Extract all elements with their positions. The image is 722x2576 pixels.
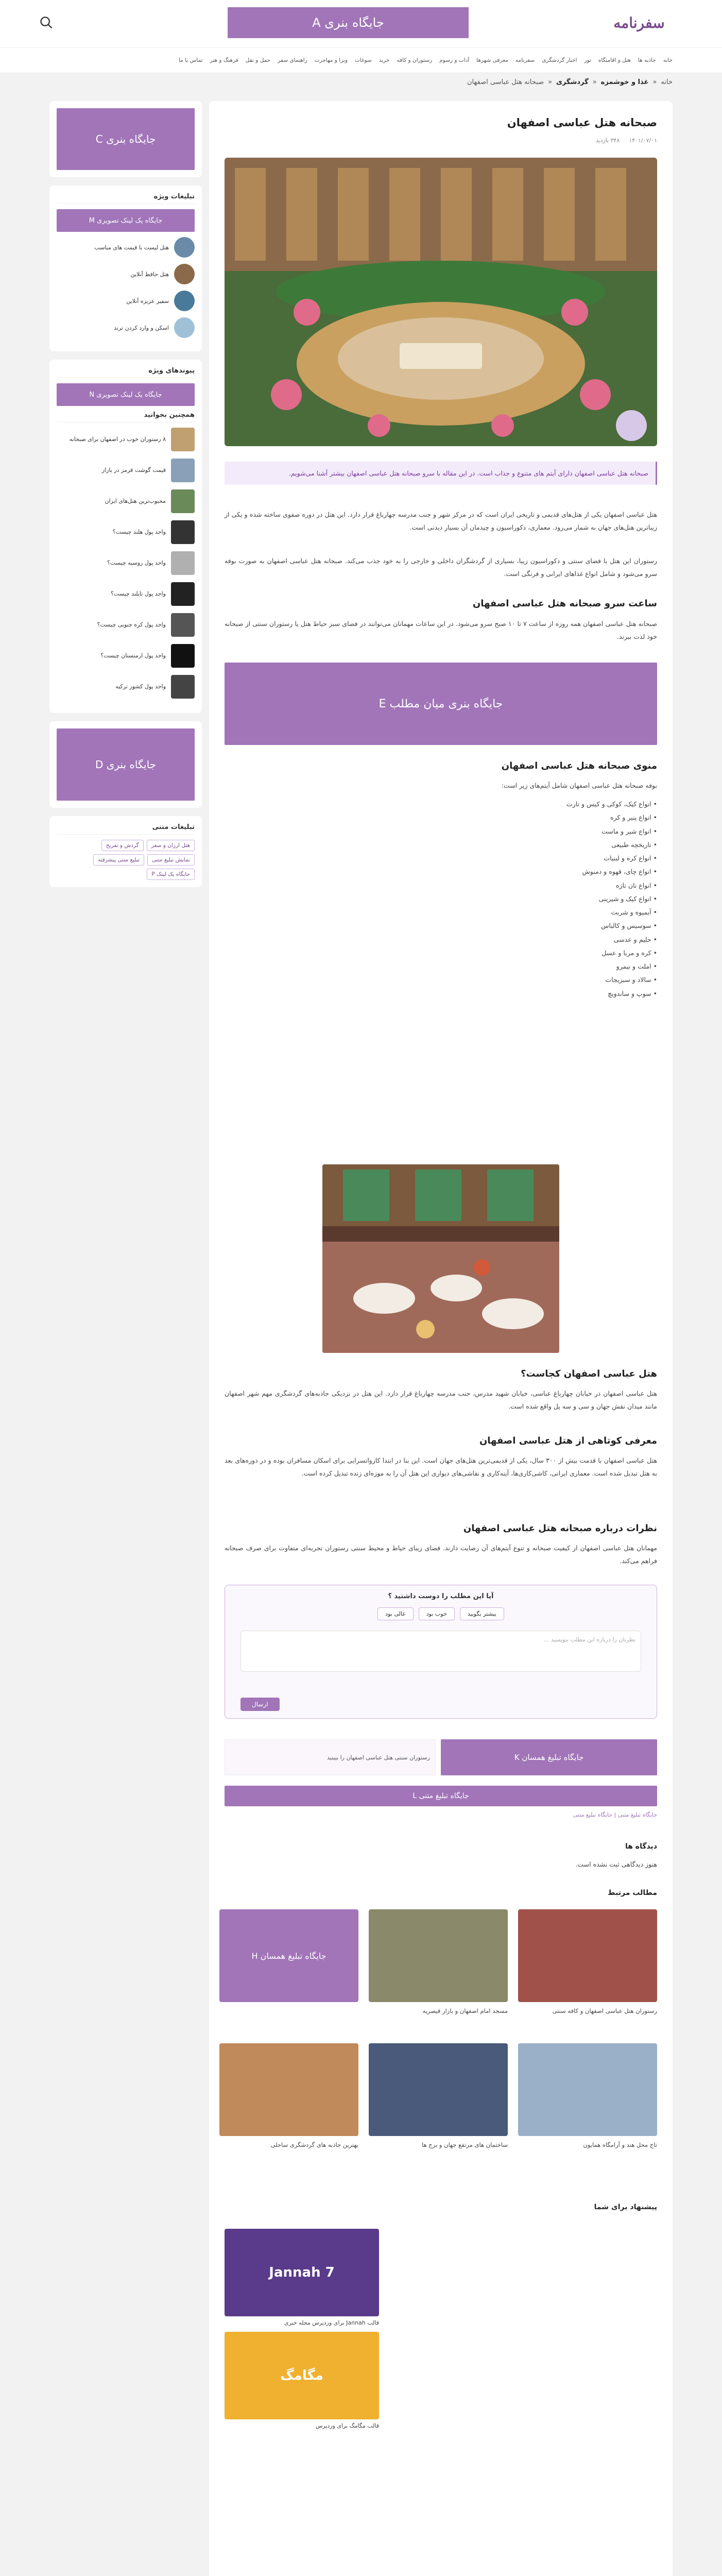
banner-e[interactable]: جایگاه بنری میان مطلب E (225, 663, 657, 745)
most-read-item[interactable] (57, 675, 195, 699)
breadcrumb-current: صبحانه هتل عباسی اصفهان (467, 78, 544, 86)
nav-item[interactable]: رستوران و کافه (397, 57, 433, 63)
item-thumb (171, 613, 195, 637)
list-item: • انواع شیر و ماست (601, 827, 657, 835)
item-title[interactable]: واحد پول روسیه چیست؟ (107, 559, 166, 566)
text-ad-tag[interactable]: گردش و تفریح (101, 840, 144, 851)
list-item: • سوپ و ساندویچ (608, 989, 657, 997)
breadcrumb-cat1[interactable]: غذا و خوشمزه (600, 78, 649, 86)
recommend-item[interactable] (225, 2332, 379, 2429)
item-thumb (171, 582, 195, 606)
most-read-item[interactable] (57, 551, 195, 575)
related-title: مطالب مرتبط (608, 1889, 657, 1897)
item-thumb (171, 489, 195, 513)
related-thumb (369, 1909, 508, 2002)
related-ad[interactable]: جایگاه تبلیغ همسان H (219, 1909, 358, 2002)
site-logo[interactable]: سفرنامه (613, 14, 665, 31)
related-title[interactable]: مسجد امام اصفهان و بازار قیصریه (422, 2007, 508, 2014)
nav-item[interactable]: فرهنگ و هنر (210, 57, 238, 63)
nav-item[interactable]: سفرنامه (515, 57, 535, 63)
nav-item[interactable]: سوغات (354, 57, 372, 63)
list-item: • انواع کره و لبنیات (604, 854, 657, 862)
related-card[interactable] (518, 2043, 657, 2149)
related-card[interactable] (369, 1909, 508, 2015)
nav-item[interactable]: اخبار گردشگری (542, 57, 577, 63)
list-item: • سوسیس و کالباس (601, 922, 657, 930)
recommend-title[interactable]: قالب مگامگ برای وردپرس (315, 2422, 379, 2429)
feedback-option[interactable]: خوب بود (419, 1607, 455, 1620)
nav-item[interactable]: جاذبه ها (638, 57, 656, 63)
nav-item[interactable]: هتل و اقامتگاه (598, 57, 631, 63)
list-item: • سالاد و سبزیجات (605, 976, 657, 984)
related-card[interactable] (518, 1909, 657, 2015)
links-title: پیوندهای ویژه (57, 367, 195, 378)
nav-item[interactable]: تور (584, 57, 591, 63)
breadcrumb-cat2[interactable]: گردشگری (556, 78, 589, 86)
item-thumb (171, 551, 195, 575)
recommend-item[interactable] (225, 2229, 379, 2326)
recommend-thumb[interactable]: 7 Jannah (225, 2229, 379, 2316)
main-nav (0, 47, 722, 73)
paragraph: بوفه صبحانه هتل عباسی اصفهان شامل آیتم‌های زیر است: (501, 782, 657, 789)
comments-title: دیدگاه ها (625, 1842, 657, 1851)
item-title[interactable]: ۸ رستوران خوب در اصفهان برای صبحانه (69, 435, 166, 443)
sidebar-link[interactable] (57, 264, 195, 284)
nav-item[interactable]: آداب و رسوم (439, 57, 470, 63)
item-thumb (171, 520, 195, 544)
heading-reviews: نظرات درباره صبحانه هتل عباسی اصفهان (463, 1523, 657, 1534)
link-avatar (174, 237, 195, 258)
banner-d[interactable]: جایگاه بنری D (57, 728, 195, 801)
nav-item[interactable]: ویزا و مهاجرت (314, 57, 348, 63)
page-title: صبحانه هتل عباسی اصفهان (507, 116, 657, 129)
nav-item[interactable]: تماس با ما (178, 57, 203, 63)
article-views: ۳۴۸ بازدید (595, 137, 620, 144)
no-comment: هنوز دیدگاهی ثبت نشده است. (575, 1860, 657, 1868)
most-read-item[interactable] (57, 613, 195, 637)
paragraph: رستوران این هتل با فضای سنتی و دکوراسیون زیبا، بسیاری از گردشگران داخلی و خارجی را به خود جذب می‌کند. صبحانه هتل عباسی اصفهان به صورت بوفه سرو می‌شود و شامل انواع غذاهای ایرانی و فرنگی است. (225, 557, 657, 578)
related-card[interactable] (219, 1909, 358, 2002)
breadcrumb-home[interactable]: خانه (661, 78, 673, 86)
related-card[interactable] (219, 2043, 358, 2149)
article-meta (596, 137, 657, 144)
list-item: • حلیم و عدسی (613, 935, 657, 943)
banner-l[interactable]: جایگاه تبلیغ متنی L (225, 1786, 657, 1806)
paragraph: صبحانه هتل عباسی اصفهان همه روزه از ساعت ۷ تا ۱۰ صبح سرو می‌شود. در این ساعات مهمانان می‌توانند در فضای سبز حیاط هتل یا رستوران سنتی از صبحانه خود لذت ببرند. (225, 620, 658, 640)
item-title[interactable]: واحد پول ارمنستان چیست؟ (100, 652, 166, 659)
related-card[interactable] (369, 2043, 508, 2149)
search-icon[interactable] (39, 15, 54, 30)
related-thumb (369, 2043, 508, 2136)
breakfast-image (322, 1164, 559, 1353)
paragraph: هتل عباسی اصفهان یکی از هتل‌های قدیمی و تاریخی ایران است که در مرکز شهر و جنب مدرسه چهارباغ قرار دارد. این هتل در دوره صفوی ساخته شده و یکی از زیباترین هتل‌های جهان به شمار می‌رود. معماری، دکوراسیون و چیدمان آن بسیار دیدنی است. (225, 511, 657, 531)
related-title[interactable]: بهترین جاذبه های گردشگری ساحلی (270, 2141, 358, 2148)
recommend-title: پیشنهاد برای شما (594, 2203, 657, 2211)
list-item: • املت و نیمرو (616, 962, 657, 970)
item-title[interactable]: محبوب‌ترین هتل‌های ایران (105, 497, 166, 504)
banner-n[interactable]: جایگاه یک لینک تصویری N (57, 383, 195, 406)
list-item: • انواع کیک و شیرینی (598, 894, 657, 903)
most-title: همچنین بخوانید (57, 411, 195, 422)
banner-c[interactable]: جایگاه بنری C (57, 108, 195, 170)
nav-item[interactable]: راهنمای سفر (278, 57, 307, 63)
menu-items-list (225, 798, 657, 1001)
related-thumb (219, 2043, 358, 2136)
article-date: ۱۴۰۱/۰۷/۰۱ (629, 137, 657, 144)
heading-time: ساعت سرو صبحانه هتل عباسی اصفهان (472, 598, 657, 609)
sidebar (49, 101, 202, 1131)
nav-item[interactable]: معرفی شهرها (476, 57, 508, 63)
paragraph: هتل عباسی اصفهان با قدمت بیش از ۳۰۰ سال، یکی از قدیمی‌ترین هتل‌های جهان است. این بنا در ابتدا کاروانسرایی برای اسکان مسافران بوده و در دوره‌های بعد به هتل تبدیل شده است. معماری ایرانی، کاشی‌کاری‌ها، آینه‌کاری و نقاشی‌های دیواری این هتل آن را به موزه‌ای زنده تبدیل کرده است. (225, 1456, 657, 1477)
banner-a[interactable]: جایگاه بنری A (228, 7, 469, 38)
item-thumb (171, 459, 195, 482)
link-label[interactable]: سفیر عزیزه آنلاین (126, 297, 169, 304)
feedback-option[interactable]: عالی بود (377, 1607, 414, 1620)
tags-title: تبلیغات ویژه (57, 193, 195, 204)
item-thumb (171, 644, 195, 668)
most-read-item[interactable] (57, 489, 195, 513)
sidebar-link[interactable] (57, 237, 195, 258)
text-ad-tag[interactable]: جایگاه یک لینک P (147, 869, 195, 880)
recommend-title[interactable]: قالب Jannah برای وردپرس مجله خبری (284, 2319, 379, 2326)
article-lead: صبحانه هتل عباسی اصفهان دارای آیتم های متنوع و جذاب است. در این مقاله با سرو صبحانه هتل عباسی اصفهان بیشتر آشنا می‌شویم. (225, 462, 657, 485)
text-ad-tag[interactable]: هتل ارزان و سفر (147, 840, 195, 851)
related-title[interactable]: تاج محل هند و آرامگاه همایون (583, 2141, 657, 2148)
nav-item[interactable]: خانه (663, 57, 673, 63)
link-label[interactable]: اسکن و وارد کردن ترند (114, 324, 169, 331)
tags2-title: تبلیغات متنی (57, 823, 195, 835)
article (209, 101, 673, 2576)
most-read-item[interactable] (57, 459, 195, 482)
paragraph: هتل عباسی اصفهان در خیابان چهارباغ عباسی، خیابان شهید مدرس، جنب مدرسه چهارباغ قرار دارد. این هتل در نزدیکی جاذبه‌های گردشگری مهم شهر اصفهان مانند میدان نقش جهان و سی و سه پل واقع شده است. (225, 1389, 657, 1410)
heading-intro: معرفی کوتاهی از هتل عباسی اصفهان (479, 1435, 657, 1446)
nav-item[interactable]: حمل و نقل (245, 57, 271, 63)
most-read-item[interactable] (57, 428, 195, 451)
header (0, 0, 722, 47)
most-read-item[interactable] (57, 520, 195, 544)
breadcrumb: خانه « غذا و خوشمزه « گردشگری « صبحانه هتل عباسی اصفهان (467, 78, 673, 86)
sidebar-link[interactable] (57, 317, 195, 338)
list-item: • انواع پنیر و کره (610, 814, 657, 822)
link-avatar (174, 264, 195, 284)
banner-l-link[interactable]: جایگاه تبلیغ متنی | جایگاه تبلیغ متنی (573, 1811, 657, 1818)
most-read-item[interactable] (57, 582, 195, 606)
link-avatar (174, 317, 195, 338)
related-title[interactable]: ساختمان های مرتفع جهان و برج ها (422, 2141, 508, 2148)
item-title[interactable]: واحد پول هلند چیست؟ (112, 528, 166, 535)
sidebar-link[interactable] (57, 291, 195, 311)
heading-where: هتل عباسی اصفهان کجاست؟ (521, 1368, 657, 1379)
text-ad-tag[interactable]: تبلیغ متنی پیشرفته (93, 854, 144, 866)
submit-button[interactable]: ارسال (240, 1698, 280, 1711)
heading-items: منوی صبحانه هتل عباسی اصفهان (501, 760, 657, 771)
item-thumb (171, 675, 195, 699)
link-avatar (174, 291, 195, 311)
item-title[interactable]: قیمت گوشت قرمز در بازار (101, 466, 166, 473)
banner-k[interactable]: جایگاه تبلیغ همسان K (441, 1739, 657, 1775)
related-thumb (518, 2043, 657, 2136)
related-title[interactable]: رستوران هتل عباسی اصفهان و کافه سنتی (552, 2007, 657, 2014)
related-thumb (518, 1909, 657, 2002)
paragraph: مهمانان هتل عباسی اصفهان از کیفیت صبحانه و تنوع آیتم‌های آن رضایت دارند. فضای زیبای حیاط و محیط سنتی رستوران تجربه‌ای متفاوت برای صرف صبحانه فراهم می‌کند. (225, 1544, 657, 1565)
feedback-question: آیا این مطلب را دوست داشتید ؟ (388, 1592, 494, 1600)
item-title[interactable]: واحد پول کره جنوبی چیست؟ (97, 621, 166, 628)
item-title[interactable]: واحد پول تایلند چیست؟ (111, 590, 166, 597)
hero-image (225, 158, 657, 446)
link-label[interactable]: هتل حافظ آنلاین (130, 270, 169, 278)
list-item: • تاریخچه طبیعی (611, 840, 657, 849)
feedback-option[interactable]: بیشتر بگویید (460, 1607, 504, 1620)
item-thumb (171, 428, 195, 451)
list-item: • انواع نان تازه (616, 881, 657, 889)
text-ad-tag[interactable]: نمایش تبلیغ متنی (147, 854, 195, 866)
nav-item[interactable]: خرید (379, 57, 390, 63)
link-label[interactable]: هتل لیست با قیمت های مناسب (94, 244, 169, 251)
list-item: • آبمیوه و شربت (611, 908, 657, 916)
recommend-thumb[interactable]: مگامگ (225, 2332, 379, 2419)
list-item: • انواع کیک، کوکی و کیس و تارت (566, 800, 657, 808)
related-note[interactable]: رستوران سنتی هتل عباسی اصفهان را ببینید (225, 1739, 436, 1775)
banner-m[interactable]: جایگاه یک لینک تصویری M (57, 209, 195, 232)
item-title[interactable]: واحد پول کشور ترکیه (115, 683, 166, 690)
most-read-item[interactable] (57, 644, 195, 668)
list-item: • کره و مربا و عسل (601, 948, 657, 957)
feedback-box (225, 1585, 657, 1719)
list-item: • انواع چای، قهوه و دمنوش (582, 868, 657, 876)
feedback-textarea[interactable]: نظرتان را درباره این مطلب بنویسید ... (240, 1631, 641, 1672)
